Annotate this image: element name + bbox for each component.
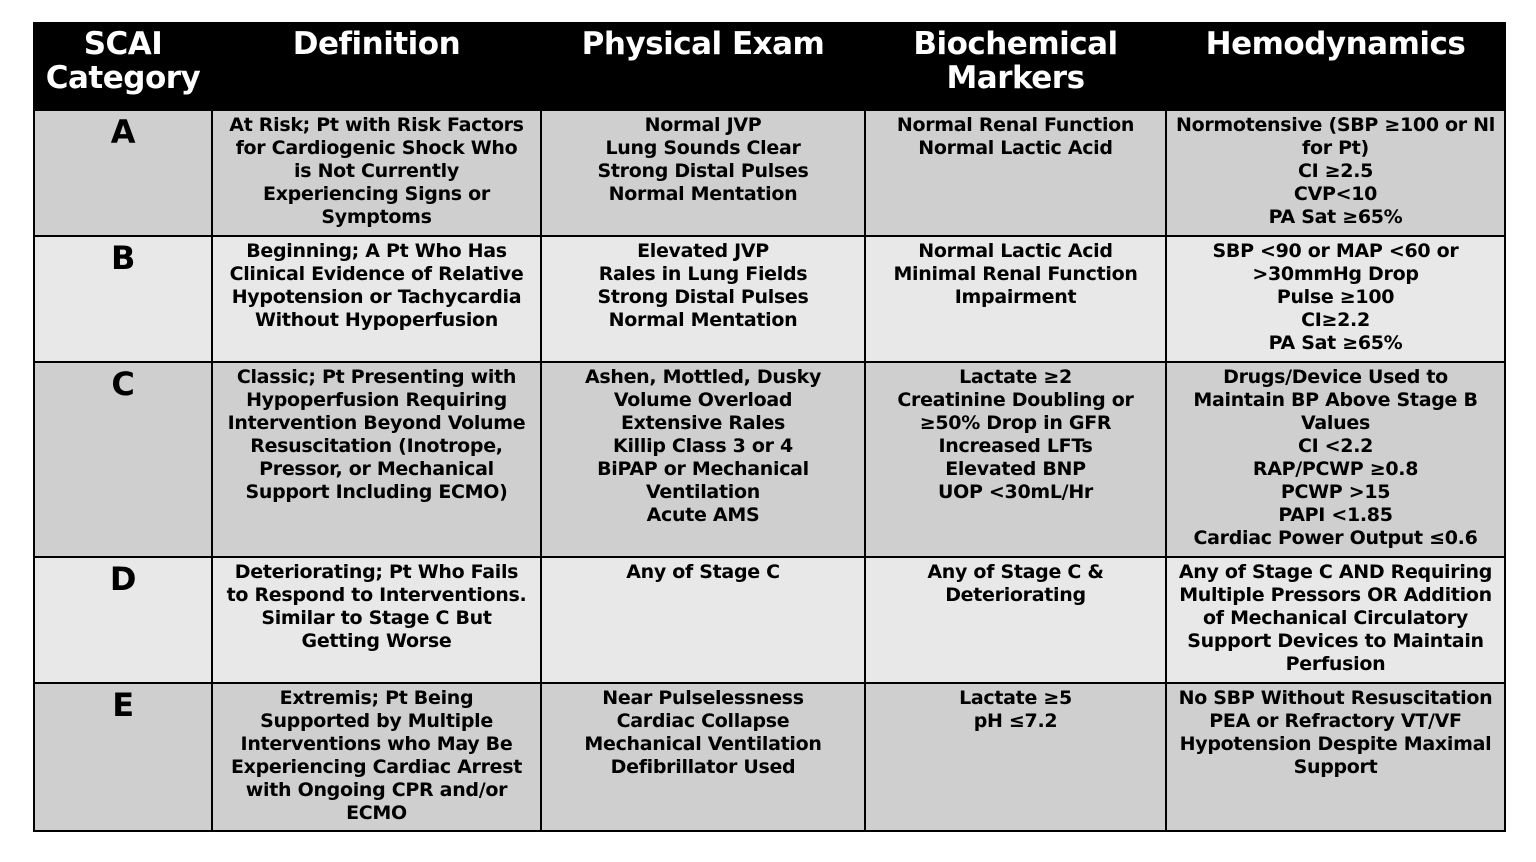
cell-line: Lung Sounds Clear	[605, 137, 801, 159]
cell-line: Normal Mentation	[608, 309, 798, 331]
cell-line: Resuscitation (Inotrope,	[250, 435, 503, 457]
cell-line: Any of Stage C AND Requiring	[1178, 561, 1493, 583]
cell-line: Deteriorating	[945, 584, 1086, 606]
cell-line: pH ≤7.2	[973, 710, 1058, 732]
cell-line: Drugs/Device Used to	[1223, 366, 1448, 388]
cell-line: CVP<10	[1293, 183, 1378, 205]
table-row	[34, 236, 1505, 362]
cell-line: Normal Mentation	[608, 183, 798, 205]
cell-line: Multiple Pressors OR Addition	[1179, 584, 1492, 606]
header-hemodynamics: Hemodynamics	[1166, 23, 1505, 110]
cell-line: Perfusion	[1285, 653, 1386, 675]
cell-line: PAPI <1.85	[1278, 504, 1393, 526]
physical-exam-cell	[541, 683, 865, 831]
header-definition: Definition	[212, 23, 541, 110]
cell-line: Supported by Multiple	[260, 710, 493, 732]
cell-line: Values	[1301, 412, 1370, 434]
cell-line: Lactate ≥5	[959, 687, 1072, 709]
definition-cell	[212, 110, 541, 236]
cell-line: Clinical Evidence of Relative	[229, 263, 524, 285]
cell-line: SBP <90 or MAP <60 or	[1212, 240, 1459, 262]
cell-line: for Pt)	[1302, 137, 1369, 159]
cell-line: Support Including ECMO)	[245, 481, 508, 503]
cell-line: ECMO	[346, 802, 407, 824]
cell-line: Beginning; A Pt Who Has	[246, 240, 507, 262]
cell-line: Support	[1293, 756, 1378, 778]
cell-line: Ashen, Mottled, Dusky	[584, 366, 822, 388]
table-row	[34, 362, 1505, 557]
cell-line: Minimal Renal Function	[893, 263, 1138, 285]
cell-line: CI <2.2	[1297, 435, 1374, 457]
cell-line: Killip Class 3 or 4	[613, 435, 793, 457]
cell-line: PA Sat ≥65%	[1268, 332, 1403, 354]
category-cell: D	[34, 557, 212, 683]
table-header-row	[34, 23, 1505, 110]
hemodynamics-cell	[1166, 362, 1505, 557]
cell-line: Getting Worse	[301, 630, 452, 652]
cell-line: BiPAP or Mechanical	[597, 458, 809, 480]
cell-line: Hypotension Despite Maximal	[1179, 733, 1492, 755]
category-cell: C	[34, 362, 212, 557]
cell-line: Rales in Lung Fields	[598, 263, 808, 285]
physical-exam-cell	[541, 236, 865, 362]
definition-cell	[212, 236, 541, 362]
physical-exam-cell	[541, 110, 865, 236]
cell-line: Near Pulselessness	[602, 687, 804, 709]
cell-line: for Cardiogenic Shock Who	[235, 137, 518, 159]
cell-line: Hypotension or Tachycardia	[231, 286, 522, 308]
cell-line: Hypoperfusion Requiring	[246, 389, 507, 411]
biochemical-markers-cell	[865, 683, 1166, 831]
cell-line: to Respond to Interventions.	[226, 584, 527, 606]
cell-line: CI ≥2.5	[1297, 160, 1374, 182]
cell-line: of Mechanical Circulatory	[1203, 607, 1468, 629]
cell-line: Normal JVP	[644, 114, 762, 136]
header-scai-category: SCAI Category	[34, 23, 212, 110]
cell-line: Strong Distal Pulses	[597, 286, 809, 308]
cell-line: Volume Overload	[613, 389, 793, 411]
cell-line: Any of Stage C	[626, 561, 780, 583]
cell-line: Increased LFTs	[938, 435, 1093, 457]
cell-line: Extremis; Pt Being	[279, 687, 474, 709]
cell-line: Elevated JVP	[637, 240, 769, 262]
category-cell: E	[34, 683, 212, 831]
scai-shock-classification-table	[33, 22, 1506, 832]
cell-line: PCWP >15	[1280, 481, 1391, 503]
definition-cell	[212, 362, 541, 557]
cell-line: Experiencing Signs or	[263, 183, 490, 205]
cell-line: >30mmHg Drop	[1252, 263, 1419, 285]
cell-line: Creatinine Doubling or	[897, 389, 1134, 411]
cell-line: No SBP Without Resuscitation	[1178, 687, 1493, 709]
biochemical-markers-cell	[865, 236, 1166, 362]
cell-line: with Ongoing CPR and/or	[245, 779, 508, 801]
cell-line: Cardiac Collapse	[616, 710, 790, 732]
header-physical-exam: Physical Exam	[541, 23, 865, 110]
cell-line: At Risk; Pt with Risk Factors	[229, 114, 524, 136]
cell-line: Maintain BP Above Stage B	[1193, 389, 1478, 411]
cell-line: PEA or Refractory VT/VF	[1209, 710, 1462, 732]
biochemical-markers-cell	[865, 110, 1166, 236]
table-row	[34, 110, 1505, 236]
hemodynamics-cell	[1166, 557, 1505, 683]
cell-line: Support Devices to Maintain	[1187, 630, 1484, 652]
category-cell: B	[34, 236, 212, 362]
biochemical-markers-cell	[865, 362, 1166, 557]
cell-line: RAP/PCWP ≥0.8	[1252, 458, 1419, 480]
header-biochemical-markers: Biochemical Markers	[865, 23, 1166, 110]
cell-line: Normal Lactic Acid	[918, 240, 1113, 262]
physical-exam-cell	[541, 362, 865, 557]
hemodynamics-cell	[1166, 236, 1505, 362]
physical-exam-cell	[541, 557, 865, 683]
cell-line: Normotensive (SBP ≥100 or Nl	[1175, 114, 1496, 136]
cell-line: Any of Stage C &	[927, 561, 1104, 583]
cell-line: is Not Currently	[294, 160, 459, 182]
cell-line: PA Sat ≥65%	[1268, 206, 1403, 228]
cell-line: Interventions who May Be	[240, 733, 513, 755]
hemodynamics-cell	[1166, 110, 1505, 236]
table-row	[34, 557, 1505, 683]
cell-line: Classic; Pt Presenting with	[236, 366, 517, 388]
cell-line: UOP <30mL/Hr	[938, 481, 1093, 503]
cell-line: Experiencing Cardiac Arrest	[230, 756, 523, 778]
cell-line: ≥50% Drop in GFR	[919, 412, 1112, 434]
cell-line: Elevated BNP	[945, 458, 1086, 480]
cell-line: Defibrillator Used	[610, 756, 796, 778]
cell-line: Symptoms	[321, 206, 432, 228]
definition-cell	[212, 557, 541, 683]
cell-line: Similar to Stage C But	[261, 607, 492, 629]
cell-line: Ventilation	[646, 481, 760, 503]
table-row	[34, 683, 1505, 831]
definition-cell	[212, 683, 541, 831]
cell-line: Acute AMS	[646, 504, 760, 526]
cell-line: Pressor, or Mechanical	[259, 458, 494, 480]
biochemical-markers-cell	[865, 557, 1166, 683]
cell-line: Normal Renal Function	[896, 114, 1135, 136]
cell-line: Deteriorating; Pt Who Fails	[234, 561, 519, 583]
cell-line: Intervention Beyond Volume	[227, 412, 526, 434]
cell-line: Extensive Rales	[620, 412, 786, 434]
table-body	[34, 110, 1505, 831]
cell-line: Lactate ≥2	[959, 366, 1072, 388]
cell-line: Strong Distal Pulses	[597, 160, 809, 182]
cell-line: Impairment	[954, 286, 1077, 308]
category-cell: A	[34, 110, 212, 236]
cell-line: CI≥2.2	[1301, 309, 1370, 331]
cell-line: Pulse ≥100	[1276, 286, 1395, 308]
cell-line: Normal Lactic Acid	[918, 137, 1113, 159]
cell-line: Mechanical Ventilation	[584, 733, 822, 755]
hemodynamics-cell	[1166, 683, 1505, 831]
cell-line: Cardiac Power Output ≤0.6	[1193, 527, 1478, 549]
cell-line: Without Hypoperfusion	[254, 309, 499, 331]
